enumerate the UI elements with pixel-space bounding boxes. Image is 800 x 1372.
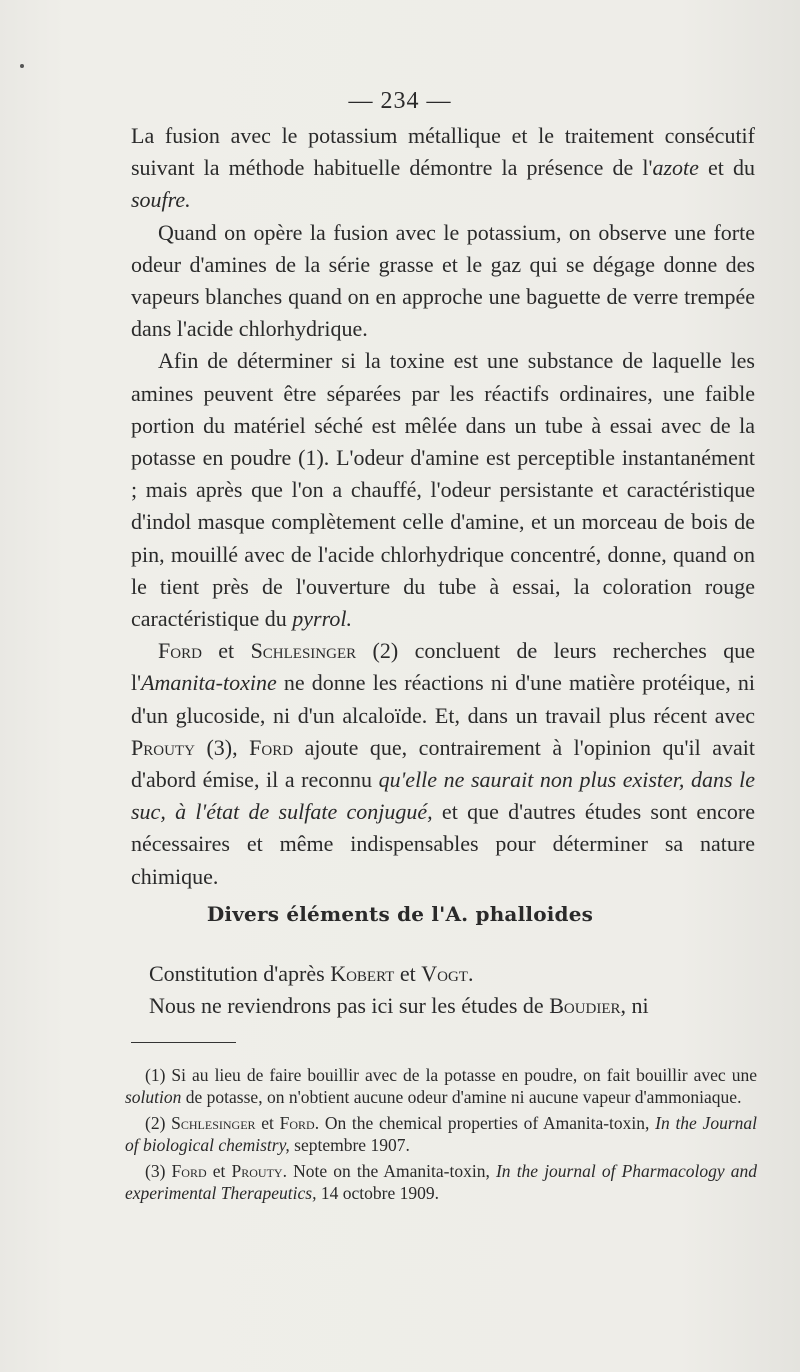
text-run: La fusion avec le potassium métallique et le traitement consécutif suivant la méthode habituelle démontre la présence de l' bbox=[131, 123, 755, 181]
footnote-2 bbox=[125, 1112, 757, 1156]
small-caps-run: Ford bbox=[158, 638, 202, 664]
text-run: et du bbox=[698, 155, 755, 181]
paragraph-4 bbox=[131, 635, 755, 893]
text-run: . bbox=[467, 961, 474, 986]
text-run: 14 octobre 1909. bbox=[316, 1183, 439, 1203]
section-paragraph-1 bbox=[131, 958, 755, 990]
text-run: . Note on the Amanita-toxin, bbox=[282, 1161, 496, 1181]
small-caps-run: Ford bbox=[279, 1113, 315, 1133]
text-run: Quand on opère la fusion avec le potassium, on observe une forte odeur d'amines de la série grasse et le gaz qui se dégage donne des vapeurs blanches quand on en approche une baguette de verre trempée dans l'acide chlorhydrique. bbox=[131, 219, 755, 342]
text-run: Nous ne reviendrons pas ici sur les études de bbox=[149, 993, 550, 1018]
footnotes bbox=[125, 1064, 757, 1208]
text-run: , ni bbox=[620, 993, 649, 1018]
italic-run: Amanita-toxine bbox=[141, 670, 277, 696]
section-text bbox=[131, 958, 755, 1022]
paragraph-3 bbox=[131, 345, 755, 635]
ink-speck bbox=[20, 64, 24, 68]
text-run: ajoute que, contrairement à l'opinion qu'il avait d'abord émise, il a reconnu bbox=[131, 734, 756, 793]
italic-run: solution bbox=[125, 1087, 182, 1107]
paragraph-1 bbox=[131, 120, 755, 217]
small-caps-run: Ford bbox=[249, 734, 294, 760]
small-caps-run: Prouty bbox=[131, 734, 195, 760]
text-run: septembre 1907. bbox=[289, 1135, 410, 1155]
text-run: ne donne les réactions ni d'une matière protéique, ni d'un glucoside, ni d'un alcaloïde. Et, dans un travail plus récent avec bbox=[131, 670, 755, 728]
text-run: et bbox=[206, 1161, 232, 1181]
small-caps-run: Vogt bbox=[421, 961, 468, 986]
text-run: (1) Si au lieu de faire bouillir avec de la potasse en poudre, on fait bouillir avec une bbox=[145, 1065, 757, 1085]
section-paragraph-2 bbox=[131, 990, 755, 1022]
main-text bbox=[131, 120, 755, 893]
small-caps-run: Prouty bbox=[231, 1161, 283, 1181]
text-run: et bbox=[255, 1113, 280, 1133]
italic-run: qu'elle ne saurait non plus exister, dans le suc, à l'état de sulfate conjugué, bbox=[131, 767, 755, 825]
text-run: de potasse, on n'obtient aucune odeur d'amine ni aucune vapeur d'ammoniaque. bbox=[181, 1087, 742, 1107]
footnote-3 bbox=[125, 1160, 757, 1204]
text-run: (3), bbox=[194, 734, 250, 760]
text-run: et que d'autres études sont encore nécessaires et même indispensables pour déterminer sa nature chimique. bbox=[131, 799, 755, 889]
text-run: Constitution d'après bbox=[149, 961, 331, 986]
italic-run: azote bbox=[652, 155, 699, 181]
small-caps-run: Boudier bbox=[549, 993, 621, 1018]
paragraph-2 bbox=[131, 217, 755, 346]
footnote-divider bbox=[131, 1042, 236, 1043]
text-run: (2) bbox=[145, 1113, 172, 1133]
small-caps-run: Ford bbox=[171, 1161, 207, 1181]
italic-run: soufre. bbox=[131, 187, 191, 213]
small-caps-run: Schlesinger bbox=[250, 638, 357, 664]
text-run: et bbox=[201, 638, 251, 664]
text-run: . On the chemical properties of Amanita-toxin, bbox=[314, 1113, 656, 1133]
page-number: — 234 — bbox=[348, 88, 452, 114]
small-caps-run: Schlesinger bbox=[171, 1113, 256, 1133]
text-run: (2) concluent de leurs recherches que l' bbox=[131, 638, 755, 696]
text-run: (3) bbox=[145, 1161, 172, 1181]
footnote-1 bbox=[125, 1064, 757, 1108]
italic-run: In the journal of Pharmacology and experimental Therapeutics, bbox=[125, 1161, 758, 1203]
section-heading: Divers éléments de l'A. phalloides bbox=[206, 902, 594, 926]
italic-run: pyrrol. bbox=[292, 606, 352, 632]
italic-run: In the Journal of biological chemistry, bbox=[125, 1113, 757, 1155]
text-run: et bbox=[394, 961, 422, 986]
small-caps-run: Kobert bbox=[330, 961, 395, 986]
text-run: Afin de déterminer si la toxine est une substance de laquelle les amines peuvent être séparées par les réactifs ordinaires, une faible portion du matériel séché est mêlée dans un tube à essai avec de la potasse en poudre (1). L'odeur d'amine est perceptible instantanément ; mais après que l'on a chauffé, l'odeur persistante et caractéristique d'indol masque complètement celle d'amine, et un morceau de bois de pin, mouillé avec de l'acide chlorhydrique concentré, donne, quand on le tient près de l'ouverture du tube à essai, la coloration rouge caractéristique du bbox=[131, 348, 755, 632]
